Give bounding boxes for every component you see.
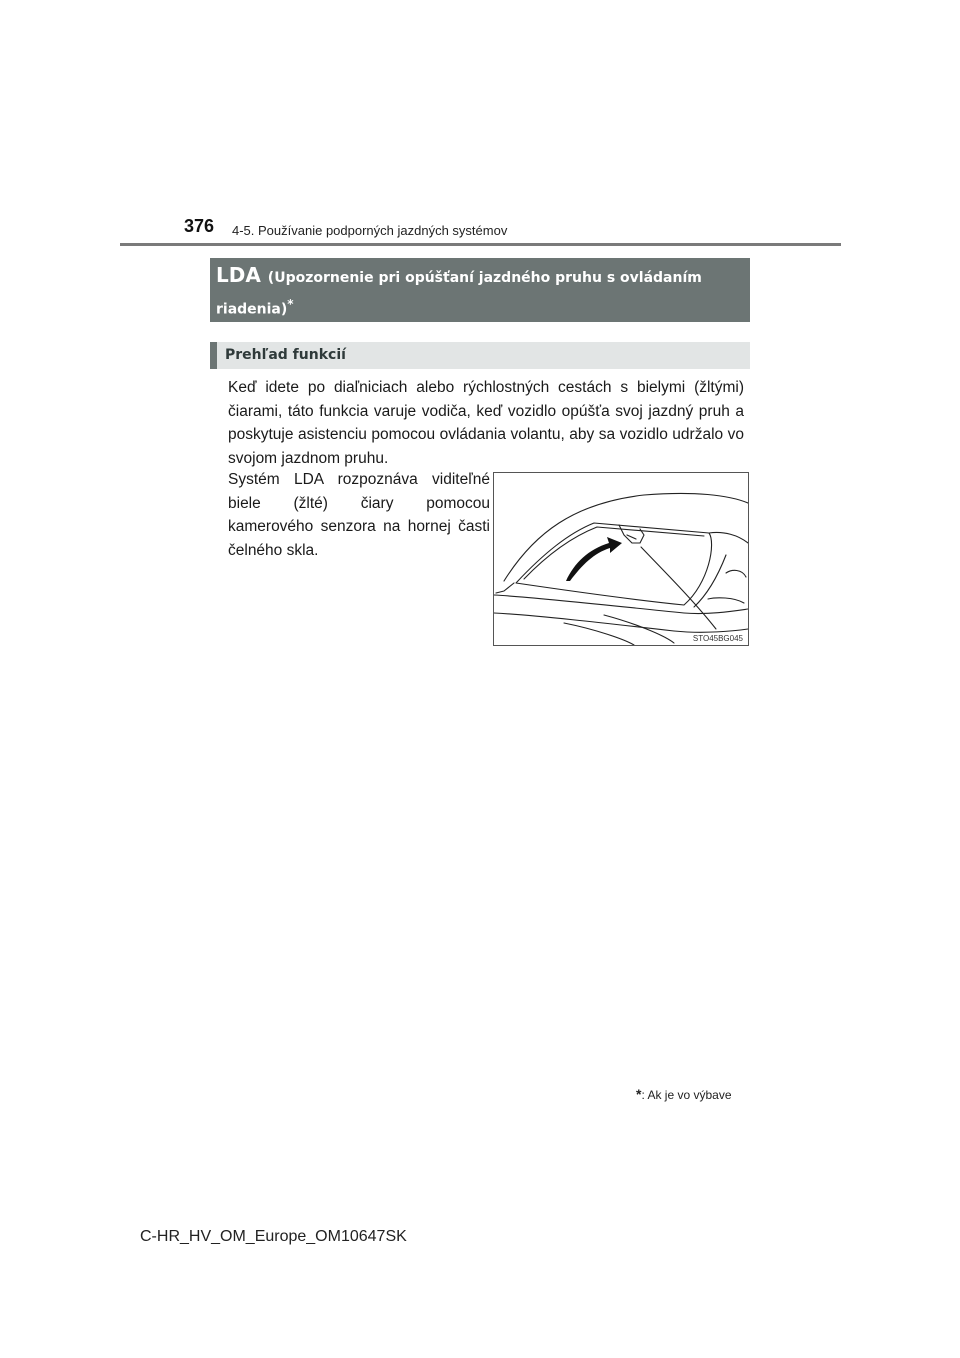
footnote-asterisk: * (636, 1086, 642, 1102)
section-title (216, 264, 744, 289)
arrow-icon (566, 537, 622, 581)
title-sub: (Upozornenie pri opúšťaní jazdného pruhu s ovládaním (267, 270, 702, 286)
title-line2 (216, 297, 744, 318)
header-divider (120, 243, 841, 246)
car-interior-drawing (494, 473, 748, 645)
title-asterisk: * (287, 297, 294, 311)
document-id: C-HR_HV_OM_Europe_OM10647SK (140, 1228, 407, 1245)
windshield-camera-illustration (493, 472, 749, 646)
title-line2-text: riadenia) (216, 301, 288, 318)
subsection-label: Prehľad funkcií (225, 347, 346, 363)
paragraph-camera: Systém LDA rozpoznáva viditeľné biele (žlté) čiary pomocou kamerového senzora na hornej časti čelného skla. (228, 471, 490, 559)
subsection-bar (210, 342, 750, 369)
section-title-box (210, 258, 750, 322)
chapter-title: 4-5. Používanie podporných jazdných systémov (232, 223, 508, 238)
figure-code: STO45BG045 (692, 634, 743, 643)
title-main: LDA (216, 263, 261, 287)
footnote-text: : Ak je vo výbave (641, 1088, 732, 1102)
footnote (636, 1086, 732, 1102)
page-number: 376 (184, 216, 215, 236)
paragraph-intro: Keď idete po diaľniciach alebo rýchlostných cestách s bielymi (žltými) čiarami, táto funkcia varuje vodiča, keď vozidlo opúšťa svoj jazdný pruh a poskytuje asistenciu pomocou ovládania volantu, aby sa vozidlo udržalo vo svojom jazdnom pruhu. (228, 379, 744, 467)
